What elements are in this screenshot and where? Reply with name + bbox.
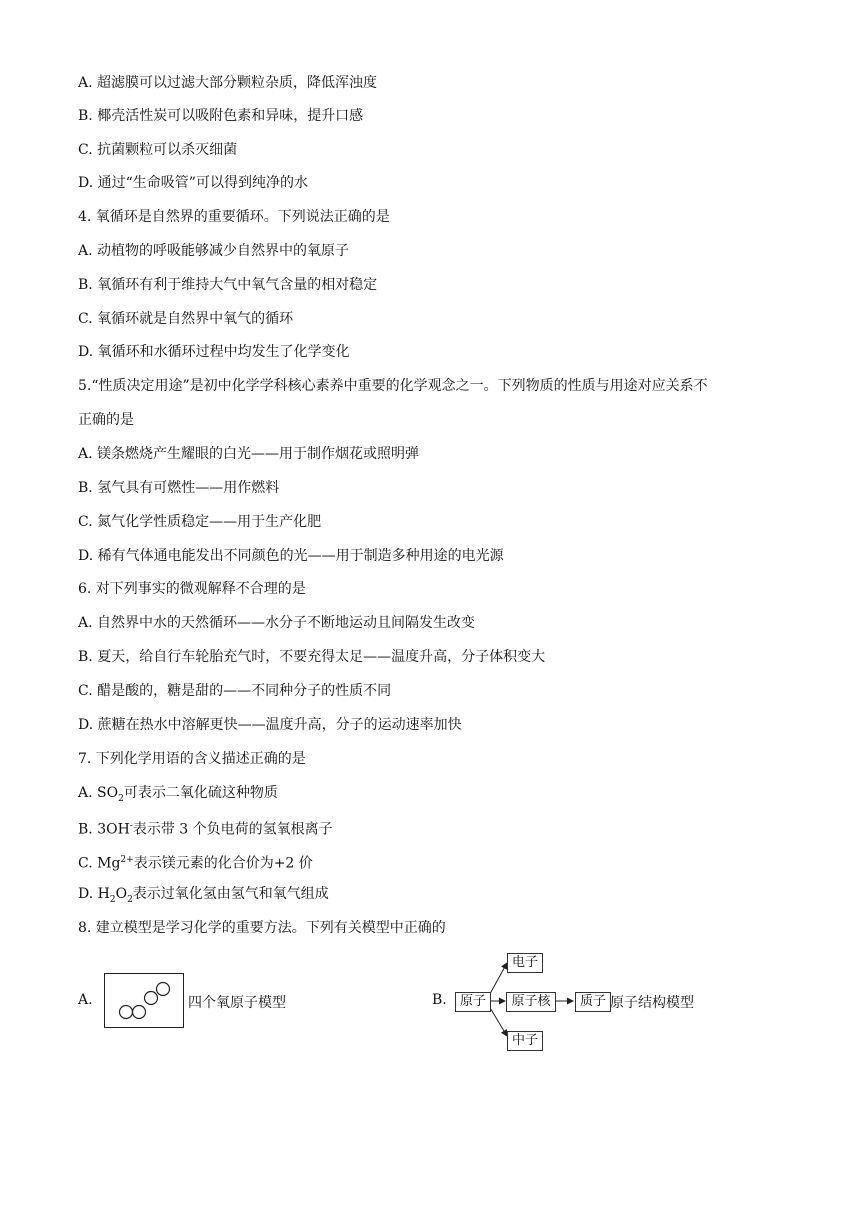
q5-stem-line2: 正确的是 [78,412,134,428]
proton-box: 质子 [575,992,611,1012]
q7-b-text: 表示带 3 个负电荷的氢氧根离子 [132,821,333,838]
q3-option-d: D. 通过“生命吸管”可以得到纯净的水 [78,175,308,191]
q5-option-c: C. 氮气化学性质稳定——用于生产化肥 [78,514,322,530]
neutron-box: 中子 [507,1031,543,1051]
q8-option-a-letter: A. [78,992,93,1008]
q3-option-c: C. 抗菌颗粒可以杀灭细菌 [78,142,238,158]
q5-option-a: A. 镁条燃烧产生耀眼的白光——用于制作烟花或照明弹 [78,446,420,462]
q6-option-c: C. 醋是酸的，糖是甜的——不同种分子的性质不同 [78,683,392,699]
q7-stem: 7. 下列化学用语的含义描述正确的是 [78,751,306,767]
atom-box: 原子 [455,992,491,1012]
atom-circle-4 [157,983,170,996]
q3-option-a: A. 超滤膜可以过滤大部分颗粒杂质，降低浑浊度 [78,75,378,91]
q7-option-d [78,885,329,909]
q7-c-formula: C. Mg [78,855,121,872]
q7-c-superscript: 2+ [120,855,134,865]
electron-box: 电子 [507,953,543,973]
atom-circle-1 [120,1006,133,1019]
q7-option-c [78,851,313,873]
q6-stem: 6. 对下列事实的微观解释不合理的是 [78,581,306,597]
q7-a-text: 可表示二氧化硫这种物质 [123,785,278,801]
q7-c-text: 表示镁元素的化合价为+2 价 [133,855,313,872]
q7-option-a [78,784,278,808]
q7-a-formula: A. SO [78,785,119,801]
q5-option-d: D. 稀有气体通电能发出不同颜色的光——用于制造多种用途的电光源 [78,548,504,564]
nucleus-box: 原子核 [506,992,556,1012]
atom-circle-3 [145,992,158,1005]
atom-circle-2 [133,1006,146,1019]
q7-a-subscript: 2 [118,793,124,804]
q8-option-b-caption: 原子结构模型 [610,995,694,1011]
q3-option-b: B. 椰壳活性炭可以吸附色素和异味，提升口感 [78,108,364,124]
q6-option-a: A. 自然界中水的天然循环——水分子不断地运动且间隔发生改变 [78,615,476,631]
model-frame [105,974,184,1028]
q7-d-formula: D. H [78,886,110,902]
q7-d-subscript-1: 2 [109,894,116,905]
q7-d-formula-mid: O [115,886,128,902]
q7-d-subscript-2: 2 [127,894,133,905]
q4-option-d: D. 氧循环和水循环过程中均发生了化学变化 [78,344,350,360]
q5-stem-line1: 5.“性质决定用途”是初中化学学科核心素养中重要的化学观念之一。下列物质的性质与用途对应关系不 [78,378,708,394]
q4-option-b: B. 氧循环有利于维持大气中氧气含量的相对稳定 [78,277,378,293]
q4-stem: 4. 氧循环是自然界的重要循环。下列说法正确的是 [78,209,390,225]
q7-d-text: 表示过氧化氢由氢气和氧气组成 [132,886,329,902]
q5-option-b: B. 氢气具有可燃性——用作燃料 [78,480,280,496]
oxygen-atom-model-figure [104,973,184,1029]
q8-option-b-letter: B. [432,992,447,1008]
q4-option-c: C. 氧循环就是自然界中氧气的循环 [78,311,294,327]
q7-option-b [78,817,333,839]
q7-b-formula: B. 3OH [78,821,130,838]
q8-option-a-caption: 四个氧原子模型 [188,995,286,1011]
q4-option-a: A. 动植物的呼吸能够减少自然界中的氧原子 [78,243,350,259]
q7-b-superscript: - [129,821,133,831]
q6-option-d: D. 蔗糖在热水中溶解更快——温度升高，分子的运动速率加快 [78,717,462,733]
q8-stem: 8. 建立模型是学习化学的重要方法。下列有关模型中正确的 [78,920,446,936]
q6-option-b: B. 夏天，给自行车轮胎充气时，不要充得太足——温度升高，分子体积变大 [78,649,546,665]
